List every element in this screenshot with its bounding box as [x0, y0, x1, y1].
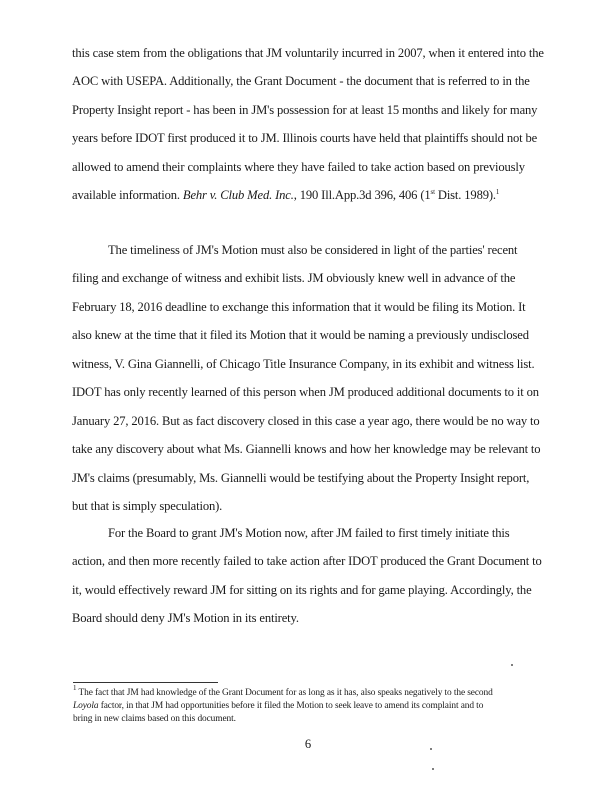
page-number: 6: [304, 737, 312, 751]
p3-line-2: action, and then more recently failed to take action after IDOT produced the Grant Document to: [72, 554, 542, 568]
p1-line-1: this case stem from the obligations that JM voluntarily incurred in 2007, when it entered into the: [72, 46, 544, 60]
p2-line-8: take any discovery about what Ms. Giannelli knows and how her knowledge may be relevant to: [72, 442, 541, 456]
p2-line-5: witness, V. Gina Giannelli, of Chicago Title Insurance Company, in its exhibit and witness list.: [72, 357, 535, 371]
p1-line-4: years before IDOT first produced it to JM. Illinois courts have held that plaintiffs should not be: [72, 131, 538, 145]
p1-line-6-text-a: available information.: [72, 188, 183, 202]
p2-line-3: February 18, 2016 deadline to exchange this information that it would be filing its Motion. It: [72, 300, 526, 314]
p2-line-6: IDOT has only recently learned of this person when JM produced additional documents to it on: [72, 385, 539, 399]
footnote-line-3: bring in new claims based on this document.: [73, 714, 236, 724]
case-citation-behr: Behr v. Club Med. Inc.: [182, 188, 294, 202]
p2-line-10: but that is simply speculation).: [72, 499, 223, 513]
p3-line-4: Board should deny JM's Motion in its entirety.: [72, 611, 299, 625]
p1-line-3: Property Insight report - has been in JM's possession for at least 15 months and likely for many: [72, 103, 538, 117]
p3-line-1: For the Board to grant JM's Motion now, after JM failed to first timely initiate this: [108, 526, 510, 540]
footnote-marker: 1: [73, 684, 77, 692]
case-citation-loyola: Loyola: [73, 701, 99, 711]
footnote-line-1: [73, 684, 493, 698]
p2-line-9: JM's claims (presumably, Ms. Giannelli would be testifying about the Property Insight report,: [72, 471, 530, 485]
scan-speck: [432, 768, 434, 770]
footnote-text-1: The fact that JM had knowledge of the Grant Document for as long as it has, also speaks negatively to the second: [76, 688, 493, 698]
p1-line-2: AOC with USEPA. Additionally, the Grant Document - the document that is referred to in the: [72, 74, 530, 88]
p1-line-6-text-b: , 190 Ill.App.3d 396, 406 (1: [293, 188, 431, 202]
p2-line-4: also knew at the time that it filed its Motion that it would be naming a previously undisclosed: [72, 328, 529, 342]
scan-speck: [511, 664, 513, 666]
p3-line-3: it, would effectively reward JM for sitting on its rights and for game playing. Accordingly, the: [72, 583, 532, 597]
p2-line-2: filing and exchange of witness and exhibit lists. JM obviously knew well in advance of the: [72, 271, 516, 285]
p1-line-6: [72, 188, 499, 203]
ordinal-superscript: st: [430, 188, 435, 196]
p1-line-5: allowed to amend their complaints where they have failed to take action based on previously: [72, 160, 525, 174]
p2-line-1: The timeliness of JM's Motion must also be considered in light of the parties' recent: [108, 243, 518, 257]
footnote-line-2: [73, 701, 483, 711]
p2-line-7: January 27, 2016. But as fact discovery closed in this case a year ago, there would be no way to: [72, 414, 540, 428]
footnote-separator: [73, 682, 218, 683]
footnote-reference: 1: [495, 188, 500, 196]
footnote-text-2: factor, in that JM had opportunities before it filed the Motion to seek leave to amend its complaint and to: [98, 701, 484, 711]
p1-line-6-text-c: Dist. 1989).: [434, 188, 496, 202]
